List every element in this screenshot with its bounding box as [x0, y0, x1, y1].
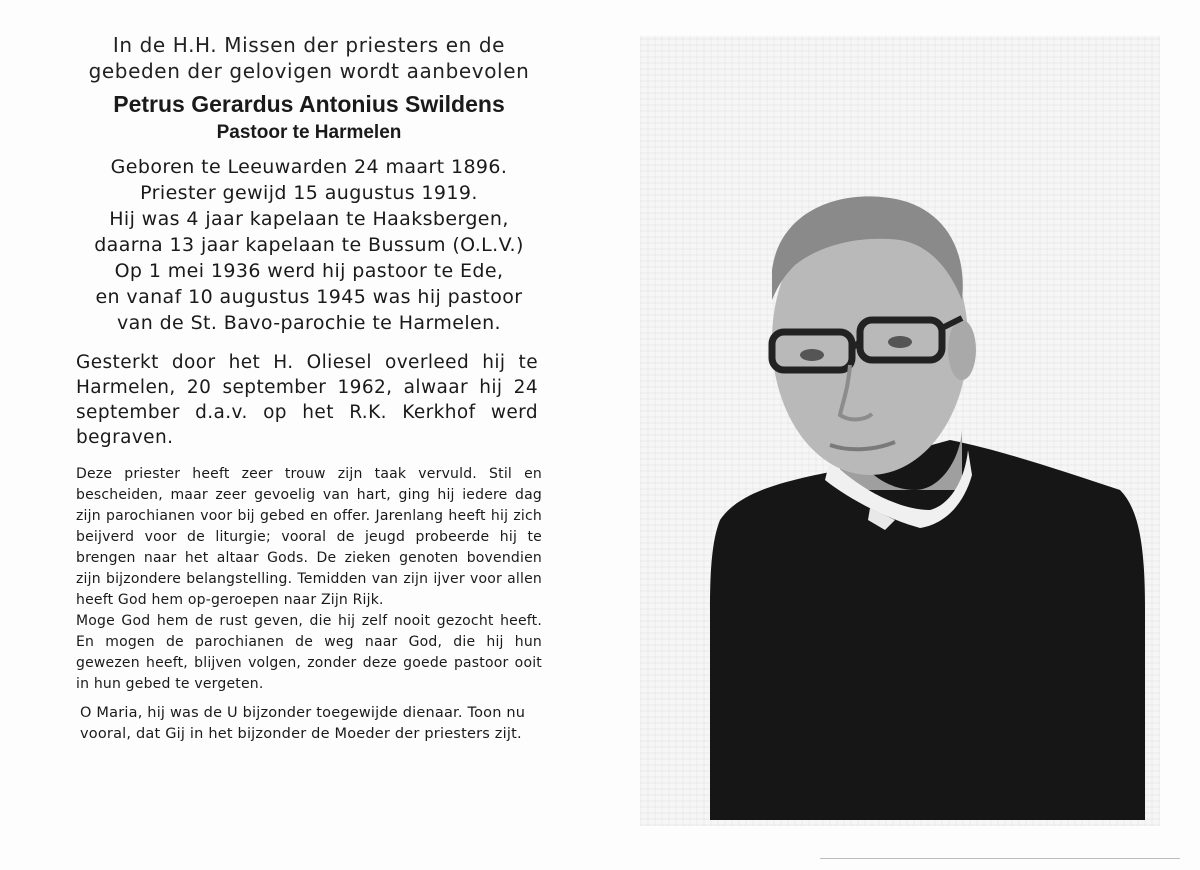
- eulogy-paragraph: Moge God hem de rust geven, die hij zelf nooit gezocht heeft. En mogen de parochianen de weg naar God, die hij hun gewezen heeft, blijven volgen, zonder deze goede pastoor ooit in hun gebed te vergeten.: [76, 613, 542, 692]
- bio-line: en vanaf 10 augustus 1945 was hij pastoor: [95, 286, 523, 308]
- bio-line: van de St. Bavo-parochie te Harmelen.: [117, 312, 501, 334]
- intro-line: gebeden der gelovigen wordt aanbevolen: [88, 59, 530, 83]
- intro: [70, 32, 548, 84]
- bio-line: Geboren te Leeuwarden 24 maart 1896.: [110, 156, 508, 178]
- bio-line: Hij was 4 jaar kapelaan te Haaksbergen,: [109, 208, 509, 230]
- eulogy-paragraph: Deze priester heeft zeer trouw zijn taak vervuld. Stil en bescheiden, maar zeer gevoelig van hart, ging hij iedere dag zijn parochianen voor bij gebed en offer. Jarenlang heeft hij zich beijverd voor de liturgie; vooral de jeugd probeerde hij te brengen naar het altaar Gods. De zieken genoten bovendien zijn bijzondere belangstelling. Temidden van zijn ijver voor allen heeft God hem op-geroepen naar Zijn Rijk.: [76, 466, 542, 608]
- bottom-edge-line: [820, 858, 1180, 859]
- deceased-title: Pastoor te Harmelen: [216, 122, 402, 143]
- deceased-name: Petrus Gerardus Antonius Swildens: [113, 91, 505, 117]
- intro-line: In de H.H. Missen der priesters en de: [112, 33, 506, 57]
- prayer: O Maria, hij was de U bijzonder toegewijde dienaar. Toon nu vooral, dat Gij in het bijzonder de Moeder der priesters zijt.: [80, 705, 526, 742]
- memorial-text: [70, 32, 548, 745]
- bio-line: Op 1 mei 1936 werd hij pastoor te Ede,: [114, 260, 504, 282]
- eulogy: [70, 464, 548, 695]
- bio-line: Priester gewijd 15 augustus 1919.: [140, 182, 478, 204]
- priest-portrait-icon: [700, 190, 1150, 820]
- death-notice: Gesterkt door het H. Oliesel overleed hij te Harmelen, 20 september 1962, alwaar hij 24 september d.a.v. op het R.K. Kerkhof werd begraven.: [76, 352, 538, 448]
- biography: [70, 154, 548, 336]
- bio-line: daarna 13 jaar kapelaan te Bussum (O.L.V.): [94, 234, 524, 256]
